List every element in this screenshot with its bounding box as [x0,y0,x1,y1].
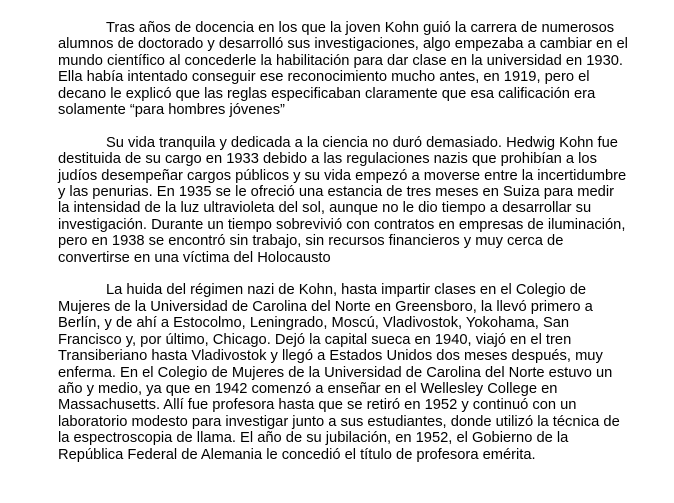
paragraph-3: La huida del régimen nazi de Kohn, hasta impartir clases en el Colegio de Mujeres de la Universidad de Carolina del Norte en Greensboro, la llevó primero a Berlín, y de ahí a Estocolmo, Leningrado, Moscú, Vladivostok, Yokohama, San Francisco y, por último, Chicago. Dejó la capital sueca en 1940, viajó en el tren Transiberiano hasta Vladivostok y llegó a Estados Unidos dos meses después, muy enferma. En el Colegio de Mujeres de la Universidad de Carolina del Norte estuvo un año y medio, ya que en 1942 comenzó a enseñar en el Wellesley College en Massachusetts. Allí fue profesora hasta que se retiró en 1952 y continuó con un laboratorio modesto para investigar junto a sus estudiantes, donde utilizó la técnica de la espectroscopia de llama. El año de su jubilación, en 1952, el Gobierno de la República Federal de Alemania le concedió el título de profesora emérita. [58,282,620,463]
paragraph-1: Tras años de docencia en los que la joven Kohn guió la carrera de numerosos alumnos de doctorado y desarrolló sus investigaciones, algo empezaba a cambiar en el mundo científico al concederle la habilitación para dar clase en la universidad en 1930. Ella había intentado conseguir ese reconocimiento mucho antes, en 1919, pero el decano le explicó que las reglas especificaban claramente que esa calificación era solamente “para hombres jóvenes” [58,20,628,119]
paragraph-2: Su vida tranquila y dedicada a la ciencia no duró demasiado. Hedwig Kohn fue destituida de su cargo en 1933 debido a las regulaciones nazis que prohibían a los judíos desempeñar cargos públicos y su vida empezó a moverse entre la incertidumbre y las penurias. En 1935 se le ofreció una estancia de tres meses en Suiza para medir la intensidad de la luz ultravioleta del sol, aunque no le dio tiempo a desarrollar su investigación. Durante un tiempo sobrevivió con contratos en empresas de iluminación, pero en 1938 se encontró sin trabajo, sin recursos financieros y muy cerca de convertirse en una víctima del Holocausto [58,134,627,266]
document-body [58,20,628,463]
